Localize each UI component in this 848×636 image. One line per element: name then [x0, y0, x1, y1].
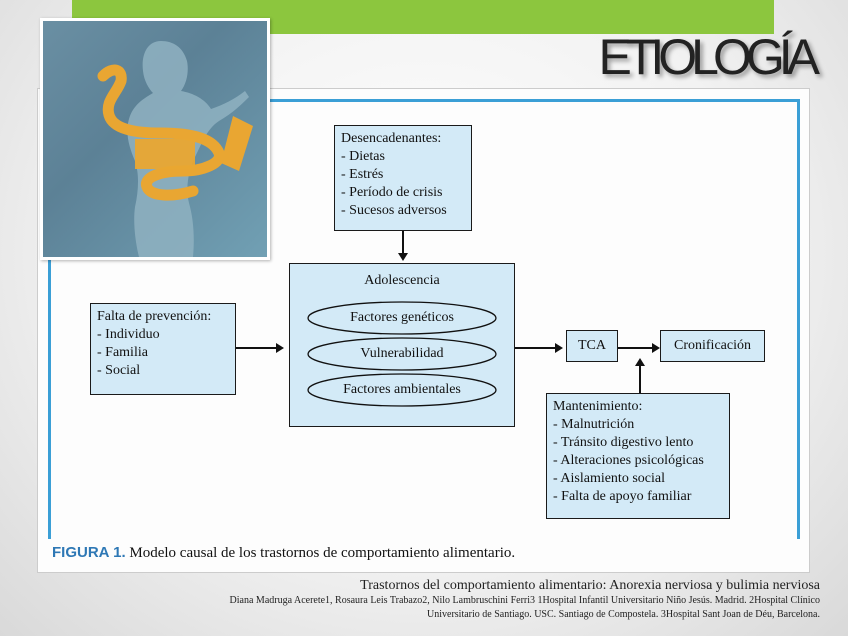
arrow-maintenance-up [639, 365, 641, 393]
trigger-item: - Estrés [341, 167, 384, 182]
prevention-item: - Familia [97, 345, 148, 360]
arrowhead-right [555, 343, 563, 353]
arrowhead-right [652, 343, 660, 353]
maintenance-item: - Falta de apoyo familiar [553, 489, 692, 504]
triggers-box [334, 125, 472, 231]
triggers-heading: Desencadenantes: [341, 131, 442, 146]
factor-genetic: Factores genéticos [350, 310, 454, 325]
arrowhead-down [398, 253, 408, 261]
citation [230, 578, 820, 622]
tca-box [566, 330, 618, 362]
figure-caption-text: Modelo causal de los trastornos de comportamiento alimentario. [125, 545, 516, 561]
figure-caption [52, 544, 515, 562]
maintenance-box [546, 393, 730, 519]
woman-silhouette-measuring-tape-illustration [40, 18, 270, 260]
maintenance-item: - Aislamiento social [553, 471, 665, 486]
arrow-prevention-right [236, 347, 278, 349]
citation-authors-line1: Diana Madruga Acerete1, Rosaura Leis Trabazo2, Nilo Lambruschini Ferri3 1Hospital Infantil Universitario Niño Jesús. Madrid. 2Hospital Clínico [229, 595, 820, 606]
chronification-box [660, 330, 765, 362]
adolescence-box [289, 263, 515, 427]
maintenance-item: - Alteraciones psicológicas [553, 453, 704, 468]
factor-vulnerability: Vulnerabilidad [360, 346, 444, 361]
adolescence-heading: Adolescencia [364, 273, 440, 288]
prevention-item: - Social [97, 363, 141, 378]
trigger-item: - Sucesos adversos [341, 203, 447, 218]
arrowhead-right [276, 343, 284, 353]
maintenance-item: - Tránsito digestivo lento [553, 435, 694, 450]
arrowhead-up [635, 358, 645, 366]
trigger-item: - Período de crisis [341, 185, 443, 200]
arrow-tca-chronification [618, 347, 654, 349]
prevention-heading: Falta de prevención: [97, 309, 212, 324]
slide-title: ETIOLOGÍA [598, 29, 814, 85]
prevention-box [90, 303, 236, 395]
maintenance-item: - Malnutrición [553, 417, 635, 432]
silhouette-icon [43, 21, 267, 257]
arrow-triggers-down [402, 231, 404, 255]
citation-authors-line2: Universitario de Santiago. USC. Santiago de Compostela. 3Hospital Sant Joan de Déu, Barcelona. [427, 609, 820, 620]
factor-environmental: Factores ambientales [343, 382, 461, 397]
tca-label: TCA [578, 338, 606, 353]
chronification-label: Cronificación [674, 338, 751, 353]
prevention-item: - Individuo [97, 327, 160, 342]
arrow-adolescence-tca [515, 347, 557, 349]
citation-title: Trastornos del comportamiento alimentario: Anorexia nerviosa y bulimia nerviosa [360, 578, 820, 593]
trigger-item: - Dietas [341, 149, 385, 164]
maintenance-heading: Mantenimiento: [553, 399, 643, 414]
figure-label: FIGURA 1. [52, 544, 126, 561]
